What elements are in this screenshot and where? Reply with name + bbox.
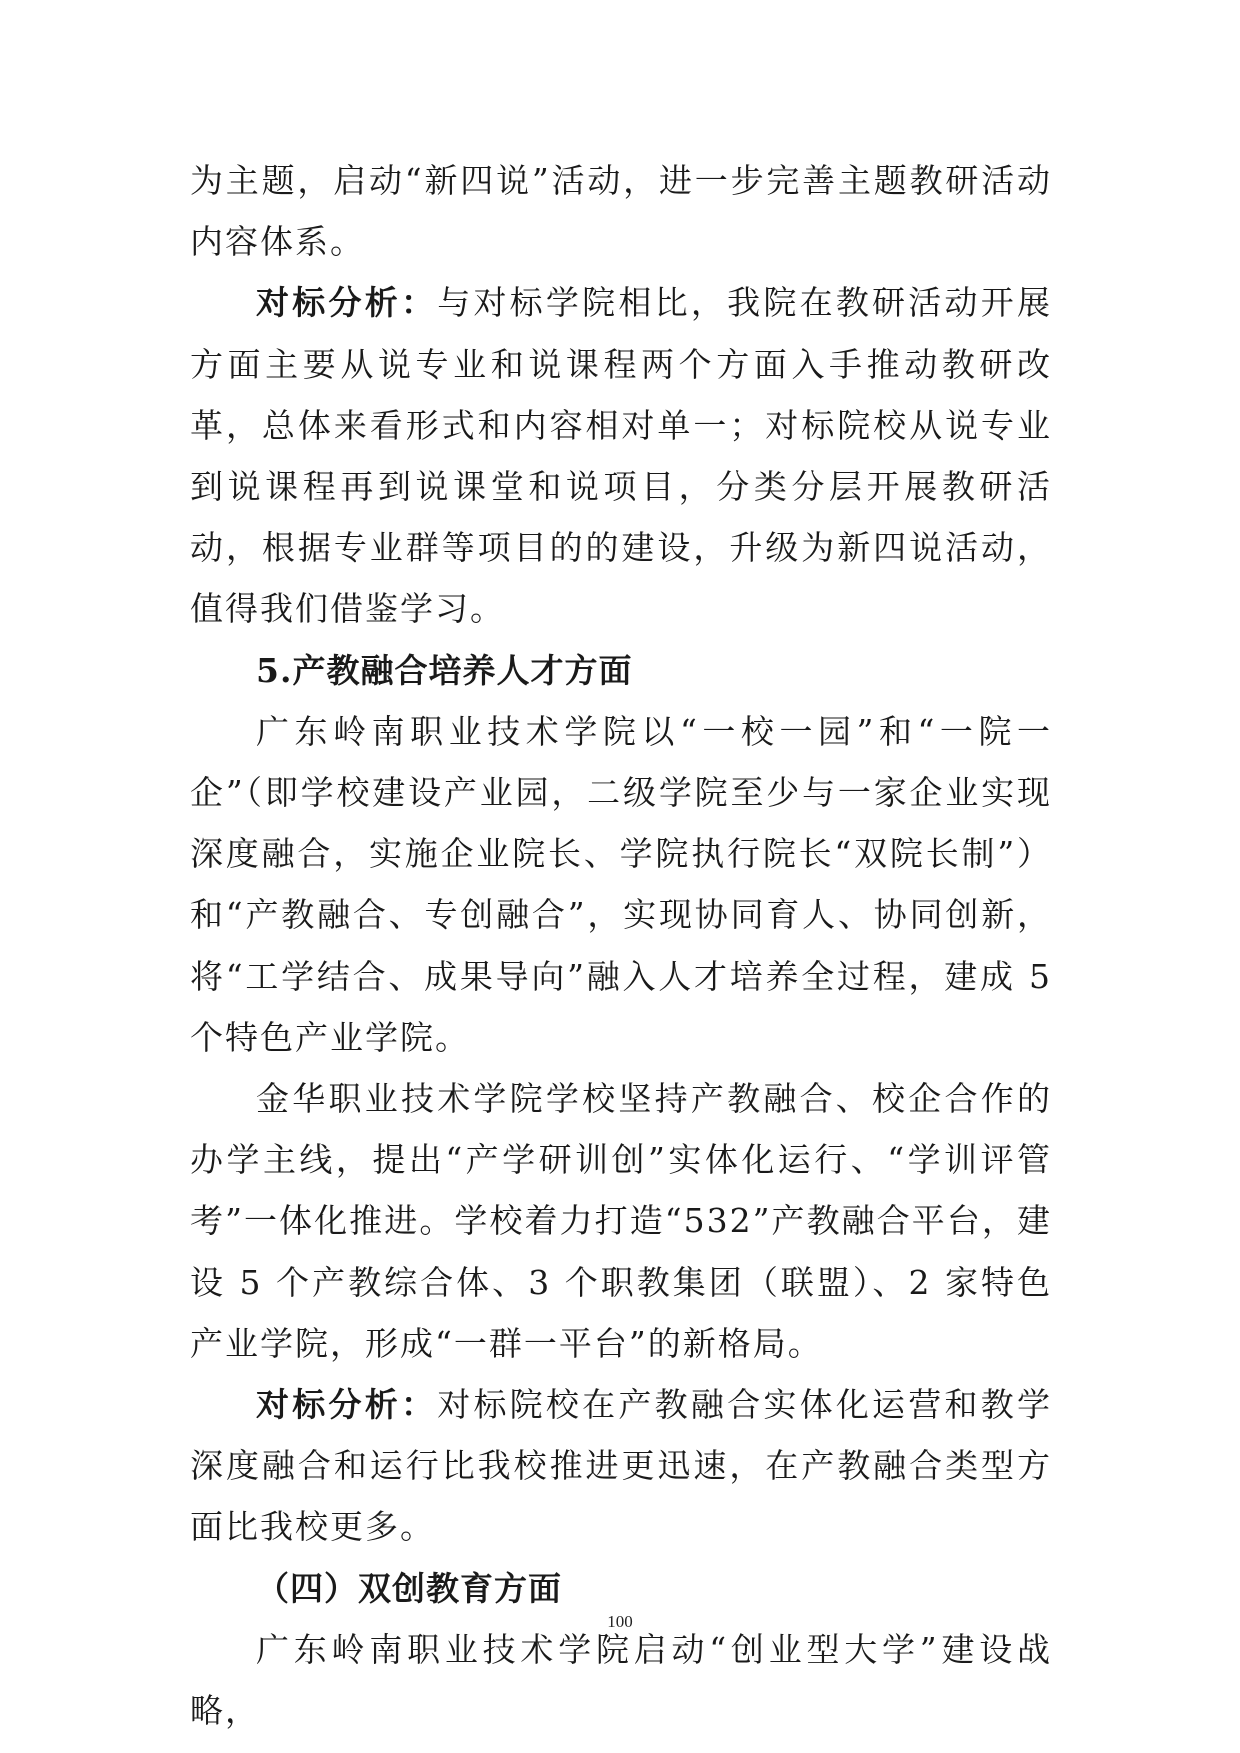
analysis-paragraph-industry: [190, 1374, 1052, 1558]
paragraph-text: 与对标学院相比，我院在教研活动开展方面主要从说专业和说课程两个方面入手推动教研改革，总体来看形式和内容相对单一；对标院校从说专业到说课程再到说课堂和说项目，分类分层开展教研活动，根据专业群等项目的的建设，升级为新四说活动，值得我们借鉴学习。: [190, 283, 1053, 629]
paragraph-text: 广东岭南职业技术学院启动“创业型大学”建设战略，: [190, 1629, 1052, 1731]
paragraph-lingnan-innovation: [190, 1619, 1052, 1741]
paragraph-text: 金华职业技术学院学校坚持产教融合、校企合作的办学主线，提出“产学研训创”实体化运行、“学训评管考”一体化推进。学校着力打造“532”产教融合平台，建设 5 个产教综合体、3 个职教集团（联盟）、2 家特色产业学院，形成“一群一平台”的新格局。: [190, 1079, 1052, 1363]
paragraph-continuation: [190, 150, 1052, 272]
page-number: 100: [607, 1612, 633, 1631]
section-heading-industry-education: 5.产教融合培养人才方面: [256, 650, 633, 690]
analysis-paragraph-teaching: [190, 272, 1052, 639]
paragraph-jinhua-industry: [190, 1068, 1052, 1374]
paragraph-lingnan-industry: [190, 701, 1052, 1068]
analysis-lead: 对标分析：: [256, 1385, 438, 1425]
paragraph-text: 为主题，启动“新四说”活动，进一步完善主题教研活动内容体系。: [190, 161, 1052, 262]
section-heading-innovation: （四）双创教育方面: [256, 1568, 562, 1608]
analysis-lead: 对标分析：: [256, 283, 438, 323]
document-body: [190, 150, 1052, 1741]
paragraph-text: 对标院校在产教融合实体化运营和教学深度融合和运行比我校推进更迅速，在产教融合类型方面比我校更多。: [190, 1385, 1053, 1547]
paragraph-text: 广东岭南职业技术学院以“一校一园”和“一院一企”（即学校建设产业园，二级学院至少与一家企业实现深度融合，实施企业院长、学院执行院长“双院长制”）和“产教融合、专创融合”，实现协同育人、协同创新，将“工学结合、成果导向”融入人才培养全过程，建成 5 个特色产业学院。: [190, 711, 1052, 1057]
